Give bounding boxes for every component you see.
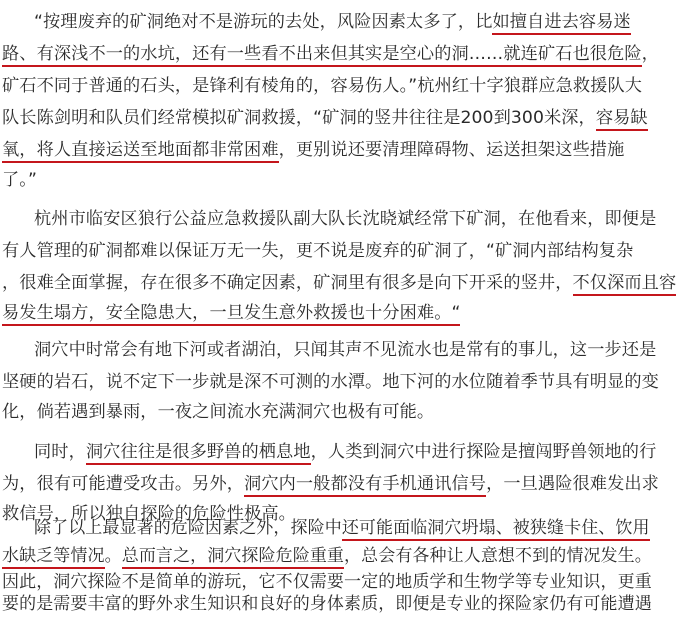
text-run: 有人管理的矿洞都难以保证万无一失，更不说是废弃的矿洞了，“矿洞内部结构复杂	[2, 241, 633, 261]
text-run: 队长陈剑明和队员们经常模拟矿洞救援，“矿洞的竖井往往是200到300米深，	[2, 108, 596, 128]
text-run: ，总会有各种让人意想不到的情况发生。	[344, 546, 652, 566]
text-run: “按理废弃的矿洞绝对不是游玩的去处，风险因素太多了，比	[34, 12, 492, 32]
text-run: ，一旦遇险很难发出求	[486, 474, 659, 494]
underlined-run: 氧，将人直接运送至地面都非常困难	[2, 140, 279, 163]
underlined-run: 洞穴内一般都没有手机通讯信号	[244, 474, 486, 497]
text-line	[2, 588, 652, 620]
text-run: 了。”	[2, 170, 37, 190]
underlined-run: 不仅深而且容	[573, 273, 676, 296]
underlined-run: 易发生塌方，安全隐患大，一旦发生意外救援也十分困难。“	[2, 303, 460, 326]
text-run: 除了以上最显著的危险因素之外，探险中	[34, 518, 342, 538]
underlined-run: 还可能面临洞穴坍塌、被狭缝卡住、饮用	[342, 518, 650, 541]
text-run: 同时，	[34, 442, 86, 462]
text-run: 坚硬的岩石，说不定下一步就是深不可测的水潭。地下河的水位随着季节具有明显的变	[2, 372, 659, 392]
underlined-run: 洞穴往往是很多野兽的栖息地	[86, 442, 311, 465]
text-run: 洞穴中时常会有地下河或者湖泊，只闻其声不见流水也是常有的事儿，这一步还是	[34, 340, 656, 360]
underlined-run: 总而言之，洞穴探险危险重重	[122, 546, 344, 569]
text-run: ，更别说还要清理障碍物、运送担架这些措施	[279, 140, 625, 160]
text-run: ，人类到洞穴中进行探险是擅闯野兽领地的行	[311, 442, 657, 462]
underlined-run: 如擅自进去容易迷	[492, 12, 630, 35]
underlined-run: 容易缺	[596, 108, 648, 131]
text-run: 。	[105, 546, 122, 566]
text-run: 救信号，所以独自探险的危险性极高。	[2, 504, 296, 524]
text-run: 杭州市临安区狼行公益应急救援队副大队长沈晓斌经常下矿洞，在他看来，即便是	[34, 209, 656, 229]
text-run: 因此，洞穴探险不是简单的游玩，它不仅需要一定的地质学和生物学等专业知识，更重	[2, 572, 652, 592]
text-run: 为，很有可能遭受攻击。另外，	[2, 474, 244, 494]
text-run: 要的是需要丰富的野外求生知识和良好的身体素质，即便是专业的探险家仍有可能遭遇	[2, 594, 652, 614]
underlined-run: 路、有深浅不一的水坑，还有一些看不出来但其实是空心的洞……就连矿石也很危险	[2, 44, 642, 67]
text-run: ，	[642, 44, 659, 64]
text-run: 化，倘若遇到暴雨，一夜之间流水充满洞穴也极有可能。	[2, 402, 434, 422]
underlined-run: 水缺乏等情况	[2, 546, 105, 569]
text-run: ，很难全面掌握，存在很多不确定因素，矿洞里有很多是向下开采的竖井，	[2, 273, 573, 293]
text-run: 矿石不同于普通的石头，是锋利有棱角的，容易伤人。”杭州红十字狼群应急救援队大	[2, 76, 642, 96]
